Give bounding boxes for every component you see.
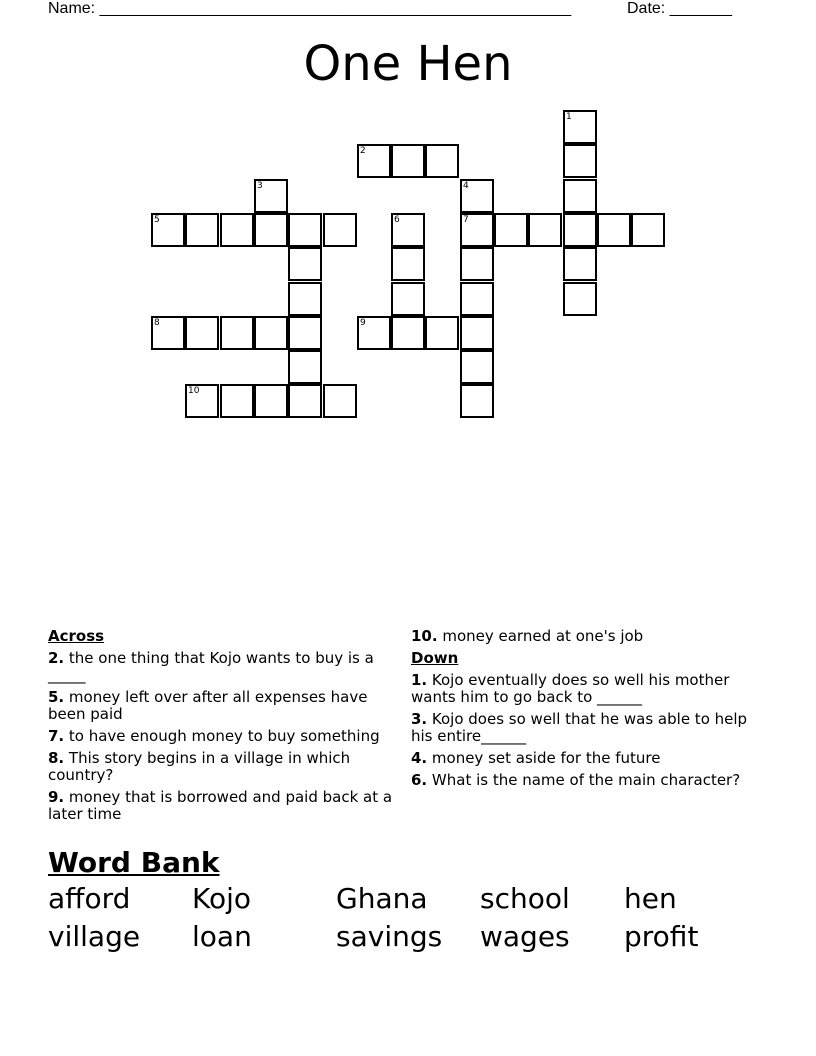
crossword-cell[interactable] — [254, 213, 288, 247]
crossword-cell[interactable] — [391, 282, 425, 316]
crossword-cell[interactable] — [288, 350, 322, 384]
across-heading: Across — [48, 627, 105, 645]
word-bank-word: village — [48, 920, 141, 953]
crossword-cell[interactable] — [391, 316, 425, 350]
clues-column-left — [48, 628, 393, 828]
clue-number: 9 — [360, 318, 366, 328]
word-bank-word: wages — [480, 920, 570, 953]
clue-down-1: 1. Kojo eventually does so well his mother wants him to go back to ______ — [411, 671, 730, 706]
crossword-cell[interactable] — [563, 247, 597, 281]
crossword-cell[interactable] — [288, 247, 322, 281]
crossword-cell[interactable] — [357, 144, 391, 178]
crossword-cell[interactable] — [391, 144, 425, 178]
clue-number: 4 — [463, 181, 469, 191]
clue-number: 1 — [566, 112, 572, 122]
crossword-cell[interactable] — [254, 316, 288, 350]
crossword-cell[interactable] — [563, 282, 597, 316]
crossword-cell[interactable] — [288, 316, 322, 350]
crossword-cell[interactable] — [288, 384, 322, 418]
crossword-cell[interactable] — [494, 213, 528, 247]
crossword-cell[interactable] — [460, 384, 494, 418]
down-heading: Down — [411, 649, 459, 667]
clue-number: 6 — [394, 215, 400, 225]
clue-across-9: 9. money that is borrowed and paid back at a later time — [48, 788, 393, 823]
clue-across-8: 8. This story begins in a village in which country? — [48, 749, 351, 784]
word-bank-word: afford — [48, 882, 131, 915]
crossword-cell[interactable] — [563, 144, 597, 178]
crossword-cell[interactable] — [254, 179, 288, 213]
crossword-cell[interactable] — [220, 316, 254, 350]
word-bank-word: Kojo — [192, 882, 252, 915]
crossword-cell[interactable] — [563, 110, 597, 144]
crossword-cell[interactable] — [460, 179, 494, 213]
crossword-cell[interactable] — [563, 179, 597, 213]
clue-number: 7 — [463, 215, 469, 225]
clue-number: 10 — [188, 386, 200, 396]
crossword-cell[interactable] — [185, 384, 219, 418]
page-title: One Hen — [303, 36, 513, 92]
clue-number: 2 — [360, 146, 366, 156]
crossword-cell[interactable] — [460, 282, 494, 316]
clue-number: 3 — [257, 181, 263, 191]
crossword-cell[interactable] — [254, 384, 288, 418]
crossword-cell[interactable] — [151, 213, 185, 247]
crossword-cell[interactable] — [631, 213, 665, 247]
clue-down-3: 3. Kojo does so well that he was able to help his entire______ — [411, 710, 748, 745]
clue-down-4: 4. money set aside for the future — [411, 749, 661, 767]
crossword-cell[interactable] — [185, 213, 219, 247]
crossword-cell[interactable] — [220, 384, 254, 418]
date-field-label: Date: _______ — [627, 0, 732, 17]
crossword-cell[interactable] — [528, 213, 562, 247]
clue-across-5: 5. money left over after all expenses have been paid — [48, 688, 368, 723]
crossword-cell[interactable] — [323, 213, 357, 247]
clue-number: 8 — [154, 318, 160, 328]
crossword-cell[interactable] — [151, 316, 185, 350]
word-bank-word: school — [480, 882, 570, 915]
crossword-cell[interactable] — [563, 213, 597, 247]
crossword-grid — [0, 0, 816, 440]
clue-across-10: 10. money earned at one's job — [411, 627, 644, 645]
crossword-cell[interactable] — [391, 247, 425, 281]
crossword-cell[interactable] — [391, 213, 425, 247]
word-bank — [48, 882, 768, 954]
crossword-cell[interactable] — [460, 350, 494, 384]
clue-across-2: 2. the one thing that Kojo wants to buy is a _____ — [48, 649, 374, 684]
crossword-cell[interactable] — [185, 316, 219, 350]
clue-across-7: 7. to have enough money to buy something — [48, 727, 380, 745]
word-bank-word: profit — [624, 920, 699, 953]
word-bank-title: Word Bank — [48, 846, 220, 879]
crossword-cell[interactable] — [597, 213, 631, 247]
crossword-cell[interactable] — [357, 316, 391, 350]
crossword-cell[interactable] — [288, 213, 322, 247]
crossword-cell[interactable] — [425, 316, 459, 350]
crossword-cell[interactable] — [460, 247, 494, 281]
crossword-cell[interactable] — [460, 213, 494, 247]
crossword-cell[interactable] — [220, 213, 254, 247]
name-field-label: Name: _____________________________________________________ — [48, 0, 572, 17]
crossword-cell[interactable] — [425, 144, 459, 178]
crossword-cell[interactable] — [460, 316, 494, 350]
crossword-cell[interactable] — [288, 282, 322, 316]
word-bank-word: Ghana — [336, 882, 428, 915]
word-bank-word: hen — [624, 882, 677, 915]
clue-number: 5 — [154, 215, 160, 225]
word-bank-word: savings — [336, 920, 443, 953]
clues-column-right — [411, 628, 756, 794]
clue-down-6: 6. What is the name of the main character? — [411, 771, 741, 789]
word-bank-word: loan — [192, 920, 252, 953]
crossword-cell[interactable] — [323, 384, 357, 418]
